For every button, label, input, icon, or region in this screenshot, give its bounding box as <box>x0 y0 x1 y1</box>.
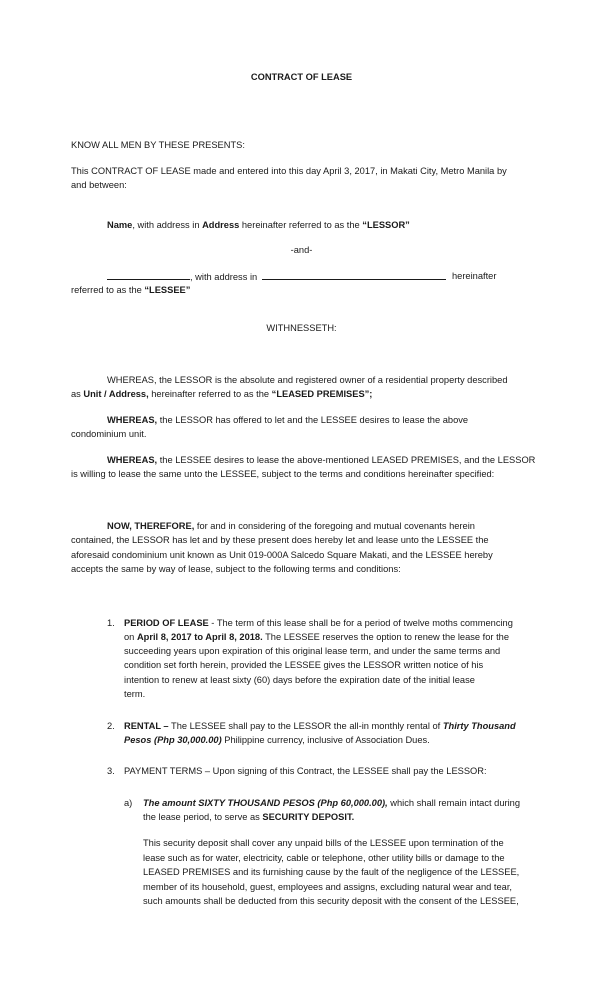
lessee-mid: , with address in <box>190 272 258 282</box>
term-1-line-1 <box>124 617 513 629</box>
lessor-tail: hereinafter referred to as the <box>239 220 363 230</box>
rental-amount-words: Thirty Thousand <box>442 721 516 731</box>
term-1-line-5: intention to renew at least sixty (60) days before the expiration date of the initial lease <box>124 675 475 685</box>
lessor-mid: , with address in <box>132 220 203 230</box>
whereas-1-line-2 <box>71 388 372 400</box>
sub-a-text-2: the lease period, to serve as <box>143 812 263 822</box>
sub-a-label: a) <box>124 798 133 808</box>
lessor-name: Name <box>107 220 133 230</box>
sub-a-text-1: which shall remain intact during <box>387 798 520 808</box>
term-1-number: 1. <box>107 618 115 628</box>
sub-a-line-1 <box>143 797 520 809</box>
sub-a-line-2 <box>143 811 354 823</box>
therefore-bold: NOW, THEREFORE, <box>107 521 195 531</box>
lessee-line <box>107 270 257 283</box>
term-2-number: 2. <box>107 721 115 731</box>
term-1-text-2c: The LESSEE reserves the option to renew the lease for the <box>262 632 510 642</box>
whereas-1-text-c: hereinafter referred to as the <box>148 389 272 399</box>
whereas-1-line-1: WHEREAS, the LESSOR is the absolute and registered owner of a residential property described <box>107 375 508 385</box>
therefore-line-3: aforesaid condominium unit known as Unit 019-000A Salcedo Square Makati, and the LESSEE hereby <box>71 550 493 560</box>
whereas-2-text: the LESSOR has offered to let and the LESSEE desires to lease the above <box>157 415 469 425</box>
whereas-2-line-1 <box>107 414 468 426</box>
lessee-line-2 <box>71 284 190 296</box>
whereas-3-bold: WHEREAS, <box>107 455 158 465</box>
security-deposit-label: SECURITY DEPOSIT. <box>262 812 355 822</box>
term-1-line-3: succeeding years upon expiration of this original lease term, and under the same terms and <box>124 646 501 656</box>
intro-line-2: and between: <box>71 180 127 190</box>
therefore-text-1: for and in considering of the foregoing and mutual covenants herein <box>194 521 475 531</box>
term-1-line-4: condition set forth herein, provided the LESSEE gives the LESSOR written notice of his <box>124 660 484 670</box>
lessee-tail: hereinafter <box>452 271 497 281</box>
whereas-2-line-2: condominium unit. <box>71 429 147 439</box>
term-3-line-1: PAYMENT TERMS – Upon signing of this Contract, the LESSEE shall pay the LESSOR: <box>124 766 487 776</box>
term-1-text-1: - The term of this lease shall be for a period of twelve moths commencing <box>208 618 513 628</box>
rental-heading: RENTAL – <box>124 721 169 731</box>
term-3-number: 3. <box>107 766 115 776</box>
term-1-line-6: term. <box>124 689 146 699</box>
deposit-line-3: LEASED PREMISES and its furnishing cause by the fault of the negligence of the LESSEE, <box>143 867 520 877</box>
intro-line-1: This CONTRACT OF LEASE made and entered into this day April 3, 2017, in Makati City, Metro Manila by <box>71 166 507 176</box>
whereas-1-text-a: as <box>71 389 84 399</box>
deposit-line-1: This security deposit shall cover any unpaid bills of the LESSEE upon termination of the <box>143 838 504 848</box>
term-2-text-1: The LESSEE shall pay to the LESSOR the all-in monthly rental of <box>168 721 443 731</box>
lessor-address: Address <box>202 220 240 230</box>
term-2-line-1 <box>124 720 516 732</box>
lessor-label: “LESSOR” <box>362 220 410 230</box>
lessee-line2-text: referred to as the <box>71 285 145 295</box>
lessee-name-blank <box>107 270 190 280</box>
whereas-3-text: the LESSEE desires to lease the above-mentioned LEASED PREMISES, and the LESSOR <box>157 455 536 465</box>
therefore-line-2: contained, the LESSOR has let and by these present does hereby let and lease unto the LESSEE the <box>71 535 489 545</box>
unit-address: Unit / Address, <box>83 389 149 399</box>
leased-premises-label: “LEASED PREMISES”; <box>271 389 373 399</box>
deposit-line-2: lease such as for water, electricity, cable or telephone, other utility bills or damage to the <box>143 853 505 863</box>
document-title: CONTRACT OF LEASE <box>250 72 353 82</box>
and-separator: -and- <box>290 245 313 255</box>
lessor-line <box>107 219 410 231</box>
lease-dates: April 8, 2017 to April 8, 2018. <box>136 632 263 642</box>
witnesseth-heading: WITHNESSETH: <box>266 323 337 333</box>
therefore-line-1 <box>107 520 475 532</box>
security-deposit-amount: The amount SIXTY THOUSAND PESOS (Php 60,000.00), <box>143 798 388 808</box>
rental-amount-figures: Pesos (Php 30,000.00) <box>124 735 222 745</box>
whereas-3-line-2: is willing to lease the same unto the LESSEE, subject to the terms and conditions hereinafter specified: <box>71 469 495 479</box>
period-of-lease-heading: PERIOD OF LEASE <box>124 618 209 628</box>
whereas-2-bold: WHEREAS, <box>107 415 158 425</box>
know-all-heading: KNOW ALL MEN BY THESE PRESENTS: <box>71 140 245 150</box>
deposit-line-5: such amounts shall be deducted from this security deposit with the consent of the LESSEE, <box>143 896 519 906</box>
term-2-line-2 <box>124 734 430 746</box>
term-1-line-2 <box>124 631 509 643</box>
lessee-label: “LESSEE” <box>144 285 191 295</box>
deposit-line-4: member of its household, guest, employees and assigns, excluding natural wear and tear, <box>143 882 512 892</box>
lessee-address-blank <box>262 270 446 280</box>
term-2-text-2: Philippine currency, inclusive of Association Dues. <box>221 735 430 745</box>
term-1-text-2a: on <box>124 632 137 642</box>
whereas-3-line-1 <box>107 454 535 466</box>
therefore-line-4: accepts the same by way of lease, subject to the following terms and conditions: <box>71 564 401 574</box>
